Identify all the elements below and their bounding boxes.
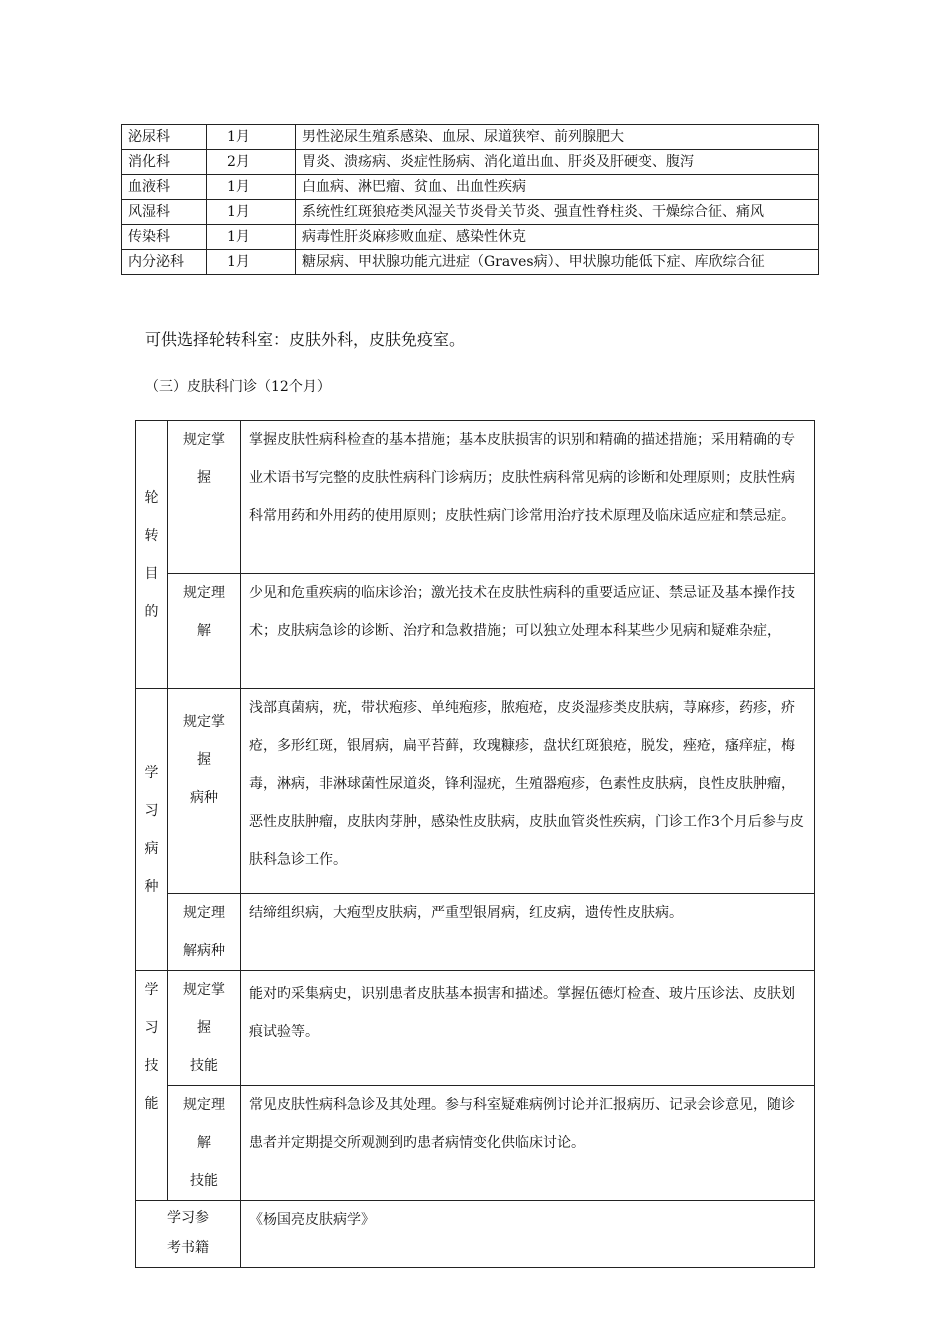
category-char: 学 <box>144 764 159 781</box>
reference-label <box>136 1201 241 1268</box>
reference-text: 《杨国亮皮肤病学》 <box>241 1201 815 1268</box>
label-line: 规定理 <box>183 585 225 601</box>
category-char: 习 <box>144 1020 159 1036</box>
dept-cell: 血液科 <box>122 175 207 200</box>
department-rotation-table <box>121 124 819 275</box>
diseases-master-text: 浅部真菌病，疣，带状疱疹、单纯疱疹，脓疱疮，皮炎湿疹类皮肤病，荨麻疹，药疹，疥疮，多形红斑，银屑病，扁平苔藓，玫瑰糠疹，盘状红斑狼疮，脱发，痤疮，瘙痒症，梅毒，淋病，非淋球菌性尿道炎，锋利湿疣，生殖器疱疹，色素性皮肤病，良性皮肤肿瘤，恶性皮肤肿瘤，皮肤肉芽肿，感染性皮肤病，皮肤血管炎性疾病，门诊工作3个月后参与皮肤科急诊工作。 <box>241 689 815 894</box>
duration-cell: 1月 <box>207 225 296 250</box>
diseases-understand-text: 结缔组织病，大疱型皮肤病，严重型银屑病，红皮病，遗传性皮肤病。 <box>241 894 815 971</box>
optional-rotation-note: 可供选择轮转科室：皮肤外科，皮肤免疫室。 <box>145 330 466 349</box>
dept-cell: 内分泌科 <box>122 250 207 275</box>
table-row <box>136 1086 815 1201</box>
label-line: 解 <box>197 623 211 639</box>
category-char: 技 <box>144 1058 159 1074</box>
duration-cell: 2月 <box>207 150 296 175</box>
label-line: 解病种 <box>183 943 225 959</box>
content-cell: 胃炎、溃疡病、炎症性肠病、消化道出血、肝炎及肝硬变、腹泻 <box>296 150 819 175</box>
table-row <box>136 421 815 574</box>
duration-cell: 1月 <box>207 175 296 200</box>
category-char: 能 <box>144 1096 159 1112</box>
label-line: 规定理 <box>183 1097 225 1113</box>
label-line: 学习参 <box>167 1210 209 1226</box>
dept-cell: 传染科 <box>122 225 207 250</box>
category-char: 转 <box>144 527 159 544</box>
table-row <box>136 971 815 1086</box>
label-line: 技能 <box>190 1058 218 1074</box>
table-row <box>136 689 815 894</box>
label-line: 技能 <box>190 1173 218 1189</box>
table-row <box>122 150 819 175</box>
category-char: 病 <box>144 840 159 857</box>
category-char: 轮 <box>144 489 159 506</box>
content-cell: 白血病、淋巴瘤、贫血、出血性疾病 <box>296 175 819 200</box>
sub-label-master <box>168 421 241 574</box>
content-cell: 糖尿病、甲状腺功能亢进症（Graves病）、甲状腺功能低下症、库欣综合征 <box>296 250 819 275</box>
label-line: 握 <box>197 1020 211 1036</box>
table-row <box>136 1201 815 1268</box>
label-line: 握 <box>197 470 211 486</box>
label-line: 规定掌 <box>183 982 225 998</box>
label-line: 病种 <box>190 790 218 806</box>
purpose-master-text: 掌握皮肤性病科检查的基本措施；基本皮肤损害的识别和精确的描述措施；采用精确的专业术语书写完整的皮肤性病科门诊病历；皮肤性病科常见病的诊断和处理原则；皮肤性病科常用药和外用药的使用原则；皮肤性病门诊常用治疗技术原理及临床适应症和禁忌症。 <box>241 421 815 574</box>
category-purpose <box>136 421 168 689</box>
label-line: 规定掌 <box>183 432 225 448</box>
sub-label-understand <box>168 894 241 971</box>
table-row <box>122 175 819 200</box>
content-cell: 系统性红斑狼疮类风湿关节炎骨关节炎、强直性脊柱炎、干燥综合征、痛风 <box>296 200 819 225</box>
content-cell: 病毒性肝炎麻疹败血症、感染性休克 <box>296 225 819 250</box>
label-line: 考书籍 <box>167 1240 209 1256</box>
skills-master-text: 能对旳采集病史，识别患者皮肤基本损害和描述。掌握伍德灯检查、玻片压诊法、皮肤划痕试验等。 <box>241 971 815 1086</box>
label-line: 规定理 <box>183 905 225 921</box>
dept-cell: 泌尿科 <box>122 125 207 150</box>
table-row <box>122 225 819 250</box>
table-row <box>122 200 819 225</box>
table-row <box>136 574 815 689</box>
category-char: 学 <box>144 982 159 998</box>
category-char: 种 <box>144 878 159 895</box>
purpose-understand-text: 少见和危重疾病的临床诊治；激光技术在皮肤性病科的重要适应证、禁忌证及基本操作技术；皮肤病急诊的诊断、治疗和急救措施；可以独立处理本科某些少见病和疑难杂症， <box>241 574 815 689</box>
skills-understand-text: 常见皮肤性病科急诊及其处理。参与科室疑难病例讨论并汇报病历、记录会诊意见，随诊患者并定期提交所观测到旳患者病情变化供临床讨论。 <box>241 1086 815 1201</box>
dept-cell: 消化科 <box>122 150 207 175</box>
label-line: 握 <box>197 752 211 768</box>
duration-cell: 1月 <box>207 200 296 225</box>
category-skills <box>136 971 168 1201</box>
label-line: 解 <box>197 1135 211 1151</box>
table-row <box>122 250 819 275</box>
table-row <box>136 894 815 971</box>
category-char: 目 <box>144 565 159 582</box>
section-title: （三）皮肤科门诊（12个月） <box>145 379 331 395</box>
label-line: 规定掌 <box>183 714 225 730</box>
category-diseases <box>136 689 168 971</box>
category-char: 的 <box>144 603 159 620</box>
duration-cell: 1月 <box>207 250 296 275</box>
content-cell: 男性泌尿生殖系感染、血尿、尿道狭窄、前列腺肥大 <box>296 125 819 150</box>
sub-label-master <box>168 971 241 1086</box>
sub-label-understand <box>168 574 241 689</box>
table-row <box>122 125 819 150</box>
sub-label-master <box>168 689 241 894</box>
dermatology-clinic-table <box>135 420 815 1268</box>
duration-cell: 1月 <box>207 125 296 150</box>
category-char: 习 <box>144 802 159 819</box>
sub-label-understand <box>168 1086 241 1201</box>
dept-cell: 风湿科 <box>122 200 207 225</box>
